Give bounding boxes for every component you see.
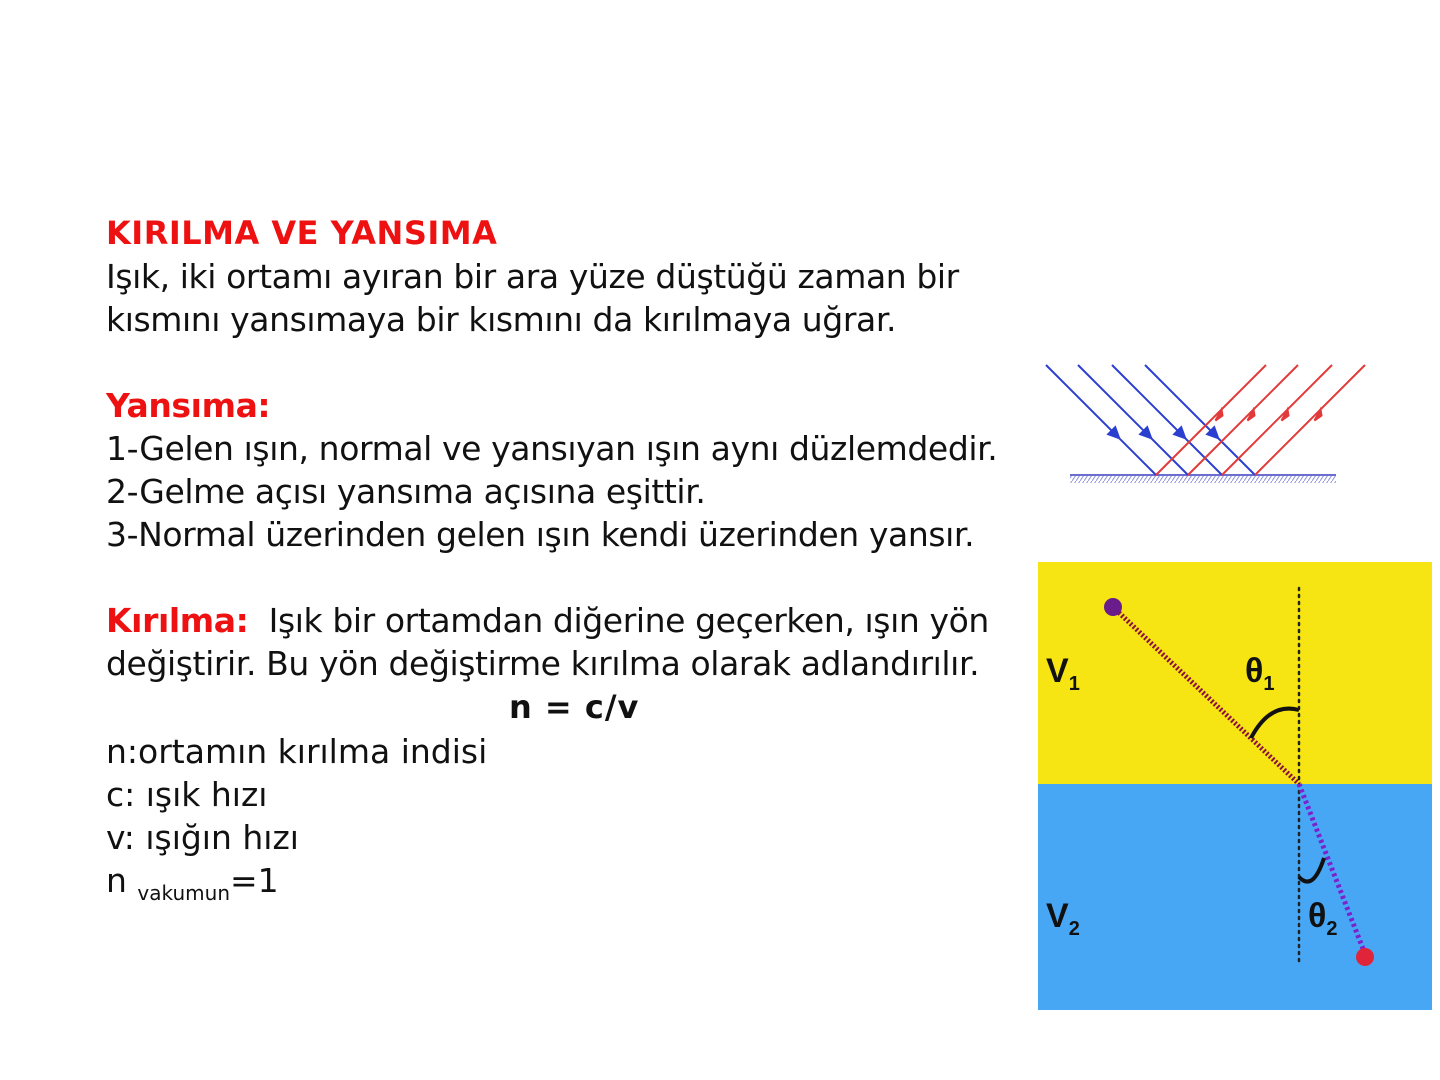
medium-1-region <box>1038 562 1432 784</box>
reflection-rule-1: 1-Gelen ışın, normal ve yansıyan ışın aynı düzlemdedir. <box>106 429 998 468</box>
refraction-formula: n = c/v <box>509 688 640 726</box>
definitions <box>106 730 487 915</box>
definition-n: n:ortamın kırılma indisi <box>106 732 488 771</box>
vacuum-subscript: vakumun <box>137 881 230 905</box>
intro-line-1: Işık, iki ortamı ayıran bir ara yüze düştüğü zaman bir <box>106 257 959 296</box>
refraction-text-1: Işık bir ortamdan diğerine geçerken, ışın yön <box>268 601 989 640</box>
reflection-heading: Yansıma: <box>106 386 271 425</box>
medium-2-region <box>1038 784 1432 1010</box>
refraction-paragraph-line-1 <box>106 599 1036 642</box>
refraction-text-2: değiştirir. Bu yön değiştirme kırılma olarak adlandırılır. <box>106 644 980 683</box>
definition-c: c: ışık hızı <box>106 775 268 814</box>
end-point-dot <box>1356 948 1374 966</box>
label-theta-2: $\theta_2$ <box>1308 897 1338 940</box>
incident-ray-1 <box>1046 365 1156 475</box>
light-source-dot <box>1104 598 1122 616</box>
vacuum-value: =1 <box>230 861 279 900</box>
intro-line-2: kısmını yansımaya bir kısmını da kırılmaya uğrar. <box>106 300 897 339</box>
text-column <box>106 212 1036 685</box>
page-title: KIRILMA VE YANSIMA <box>106 214 498 252</box>
label-theta-1: $\theta_1$ <box>1245 652 1275 695</box>
vacuum-n: n <box>106 861 127 900</box>
refraction-diagram <box>1038 562 1432 1010</box>
vacuum-index <box>106 859 487 915</box>
reflected-ray-4 <box>1255 365 1365 475</box>
definition-v: v: ışığın hızı <box>106 818 299 857</box>
refraction-heading: Kırılma: <box>106 601 249 640</box>
reflection-diagram <box>1040 355 1380 490</box>
reflection-rule-2: 2-Gelme açısı yansıma açısına eşittir. <box>106 472 706 511</box>
label-v1: $V_1$ <box>1046 652 1080 695</box>
reflection-rule-3: 3-Normal üzerinden gelen ışın kendi üzerinden yansır. <box>106 515 975 554</box>
label-v2: $V_2$ <box>1046 897 1080 940</box>
mirror-hatch <box>1070 476 1336 483</box>
